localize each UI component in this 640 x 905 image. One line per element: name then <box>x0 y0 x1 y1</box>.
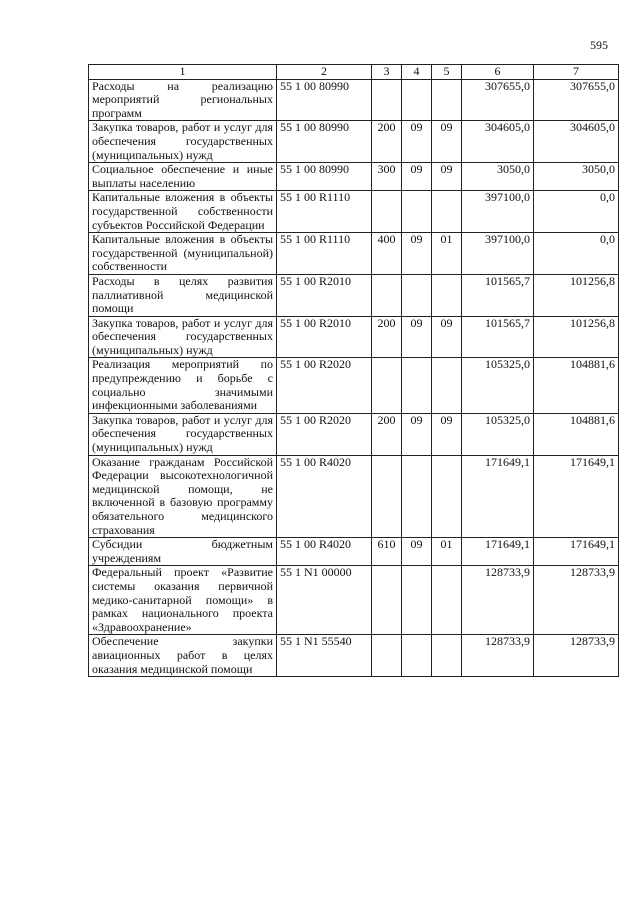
page-number: 595 <box>590 38 608 52</box>
cell-c3: 300 <box>372 163 402 191</box>
cell-c7: 304605,0 <box>534 121 619 163</box>
table-row <box>89 566 619 635</box>
cell-c4: 09 <box>402 233 432 275</box>
cell-c3 <box>372 455 402 538</box>
cell-c7: 101256,8 <box>534 316 619 358</box>
cell-c4 <box>402 455 432 538</box>
column-header: 4 <box>402 65 432 80</box>
cell-name: Расходы на реализацию мероприятий региональных программ <box>89 79 277 121</box>
cell-c5 <box>432 358 462 413</box>
table-row <box>89 413 619 455</box>
cell-c3 <box>372 79 402 121</box>
cell-c4 <box>402 79 432 121</box>
cell-c3: 200 <box>372 121 402 163</box>
column-header: 6 <box>462 65 534 80</box>
cell-code: 55 1 00 R2020 <box>277 358 372 413</box>
column-header: 7 <box>534 65 619 80</box>
cell-c4: 09 <box>402 121 432 163</box>
cell-c3 <box>372 274 402 316</box>
cell-c5 <box>432 455 462 538</box>
cell-name: Закупка товаров, работ и услуг для обеспечения государственных (муниципальных) нужд <box>89 121 277 163</box>
cell-code: 55 1 00 R1110 <box>277 191 372 233</box>
cell-code: 55 1 N1 00000 <box>277 566 372 635</box>
cell-c4: 09 <box>402 413 432 455</box>
cell-name: Субсидии бюджетным учреждениям <box>89 538 277 566</box>
cell-c5 <box>432 79 462 121</box>
cell-c3 <box>372 191 402 233</box>
cell-name: Закупка товаров, работ и услуг для обеспечения государственных (муниципальных) нужд <box>89 413 277 455</box>
cell-c3 <box>372 635 402 677</box>
cell-c4 <box>402 191 432 233</box>
cell-c6: 171649,1 <box>462 455 534 538</box>
cell-c5 <box>432 635 462 677</box>
cell-c5: 01 <box>432 538 462 566</box>
column-header: 1 <box>89 65 277 80</box>
cell-c5: 01 <box>432 233 462 275</box>
cell-c6: 128733,9 <box>462 566 534 635</box>
cell-c5: 09 <box>432 413 462 455</box>
cell-c6: 307655,0 <box>462 79 534 121</box>
cell-name: Реализация мероприятий по предупреждению и борьбе с социально значимыми инфекционными заболеваниями <box>89 358 277 413</box>
cell-c4 <box>402 635 432 677</box>
cell-c7: 0,0 <box>534 233 619 275</box>
column-header: 2 <box>277 65 372 80</box>
cell-c7: 128733,9 <box>534 635 619 677</box>
cell-code: 55 1 00 R2010 <box>277 274 372 316</box>
cell-c5: 09 <box>432 316 462 358</box>
cell-c5 <box>432 191 462 233</box>
cell-c3: 400 <box>372 233 402 275</box>
cell-c5: 09 <box>432 163 462 191</box>
table-row <box>89 358 619 413</box>
table-row <box>89 455 619 538</box>
cell-name: Расходы в целях развития паллиативной медицинской помощи <box>89 274 277 316</box>
cell-c4 <box>402 566 432 635</box>
cell-c6: 171649,1 <box>462 538 534 566</box>
cell-c6: 105325,0 <box>462 358 534 413</box>
column-header: 5 <box>432 65 462 80</box>
cell-c3: 200 <box>372 316 402 358</box>
cell-c6: 101565,7 <box>462 316 534 358</box>
cell-name: Обеспечение закупки авиационных работ в целях оказания медицинской помощи <box>89 635 277 677</box>
cell-code: 55 1 00 R4020 <box>277 538 372 566</box>
cell-code: 55 1 00 R1110 <box>277 233 372 275</box>
cell-name: Капитальные вложения в объекты государственной собственности субъектов Российской Федерации <box>89 191 277 233</box>
cell-c7: 3050,0 <box>534 163 619 191</box>
table-row <box>89 635 619 677</box>
cell-c4: 09 <box>402 316 432 358</box>
cell-c6: 397100,0 <box>462 233 534 275</box>
cell-c6: 304605,0 <box>462 121 534 163</box>
cell-c5: 09 <box>432 121 462 163</box>
cell-code: 55 1 00 R2020 <box>277 413 372 455</box>
cell-c7: 171649,1 <box>534 538 619 566</box>
header-row <box>89 65 619 80</box>
table-row <box>89 163 619 191</box>
cell-c6: 101565,7 <box>462 274 534 316</box>
cell-name: Оказание гражданам Российской Федерации высокотехнологичной медицинской помощи, не включенной в базовую программу обязательного медицинского страхования <box>89 455 277 538</box>
cell-name: Социальное обеспечение и иные выплаты населению <box>89 163 277 191</box>
cell-name: Закупка товаров, работ и услуг для обеспечения государственных (муниципальных) нужд <box>89 316 277 358</box>
table-row <box>89 121 619 163</box>
cell-code: 55 1 N1 55540 <box>277 635 372 677</box>
table-row <box>89 233 619 275</box>
cell-c7: 307655,0 <box>534 79 619 121</box>
column-header: 3 <box>372 65 402 80</box>
table-row <box>89 191 619 233</box>
cell-c7: 104881,6 <box>534 358 619 413</box>
table-row <box>89 79 619 121</box>
cell-code: 55 1 00 R4020 <box>277 455 372 538</box>
cell-c4 <box>402 358 432 413</box>
cell-code: 55 1 00 80990 <box>277 121 372 163</box>
cell-c7: 101256,8 <box>534 274 619 316</box>
cell-code: 55 1 00 R2010 <box>277 316 372 358</box>
table-row <box>89 316 619 358</box>
cell-c6: 397100,0 <box>462 191 534 233</box>
cell-name: Федеральный проект «Развитие системы оказания первичной медико-санитарной помощи» в рамках национального проекта «Здравоохранение» <box>89 566 277 635</box>
cell-name: Капитальные вложения в объекты государственной (муниципальной) собственности <box>89 233 277 275</box>
cell-code: 55 1 00 80990 <box>277 163 372 191</box>
cell-c3 <box>372 566 402 635</box>
cell-c7: 128733,9 <box>534 566 619 635</box>
cell-c6: 128733,9 <box>462 635 534 677</box>
cell-c7: 0,0 <box>534 191 619 233</box>
cell-c3: 610 <box>372 538 402 566</box>
cell-c6: 3050,0 <box>462 163 534 191</box>
cell-c4: 09 <box>402 163 432 191</box>
budget-table <box>88 64 619 677</box>
cell-c7: 171649,1 <box>534 455 619 538</box>
cell-c5 <box>432 274 462 316</box>
cell-c5 <box>432 566 462 635</box>
cell-c7: 104881,6 <box>534 413 619 455</box>
table-row <box>89 274 619 316</box>
cell-c4: 09 <box>402 538 432 566</box>
cell-c4 <box>402 274 432 316</box>
cell-c3: 200 <box>372 413 402 455</box>
table-row <box>89 538 619 566</box>
cell-c6: 105325,0 <box>462 413 534 455</box>
cell-c3 <box>372 358 402 413</box>
cell-code: 55 1 00 80990 <box>277 79 372 121</box>
